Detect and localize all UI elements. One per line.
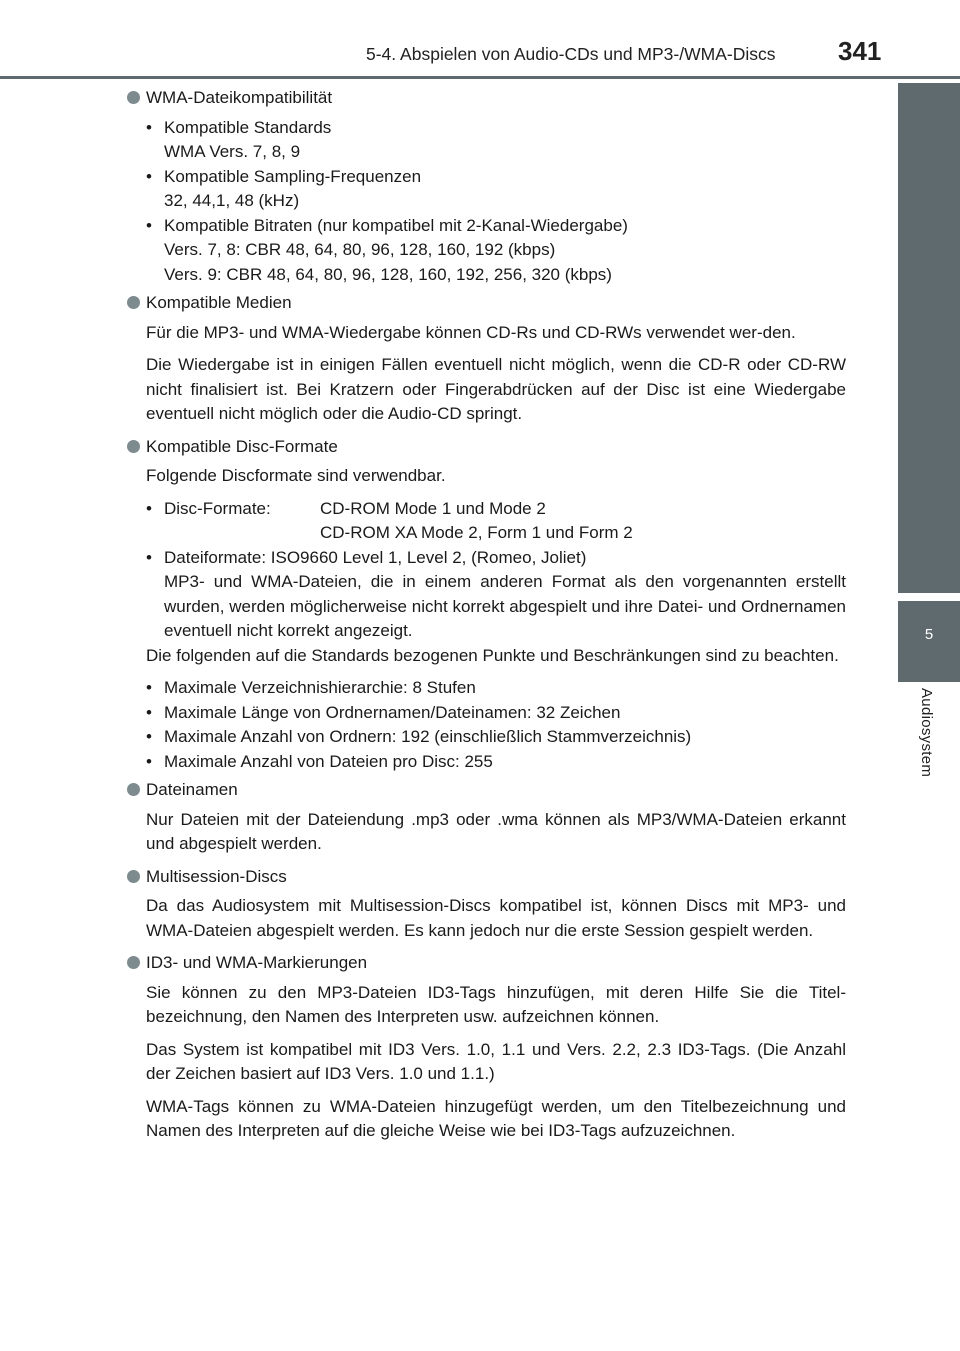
- paragraph: Die Wiedergabe ist in einigen Fällen eventuell nicht möglich, wenn die CD-R oder CD-RW nicht finalisiert ist. Bei Kratzern oder Fingerabdrücken auf der Disc ist eine Wiedergabe eventuell nicht möglich oder die Audio-CD springt.: [146, 355, 846, 423]
- section-id3-wma-tags: [126, 951, 846, 1144]
- section-heading: ID3- und WMA-Markierungen: [126, 951, 846, 976]
- section-compatible-media: [126, 291, 846, 427]
- paragraph: Nur Dateien mit der Dateiendung .mp3 oder .wma können als MP3/WMA-Dateien erkannt und abgespielt werden.: [146, 809, 846, 853]
- list-item: • Maximale Anzahl von Ordnern: 192 (einschließlich Stammverzeichnis): [146, 727, 692, 746]
- list-item: • Maximale Verzeichnishierarchie: 8 Stufen: [146, 678, 476, 697]
- list-item: • Maximale Anzahl von Dateien pro Disc: 255: [146, 751, 493, 771]
- list-item: • Disc-Formate: CD-ROM Mode 1 und Mode 2 CD-ROM XA Mode 2, Form 1 und Form 2: [146, 498, 633, 542]
- paragraph: Folgende Discformate sind verwendbar.: [146, 466, 446, 485]
- chapter-number: 5: [924, 626, 934, 643]
- section-disc-formats: [126, 435, 846, 775]
- side-tab-band: [898, 83, 960, 593]
- list-item: • Kompatible Bitraten (nur kompatibel mit 2-Kanal-Wiedergabe) Vers. 7, 8: CBR 48, 64, 80, 96, 128, 160, 192 (kbps) Vers. 9: CBR 48, 64, 80, 96, 128, 160, 192, 256, 320 (kbps): [146, 215, 628, 284]
- header-rule: [0, 76, 960, 79]
- bullet-dot-icon: [127, 956, 140, 969]
- section-wma-compatibility: [126, 86, 846, 287]
- section-multisession: [126, 865, 846, 944]
- list-item: • Kompatible Standards WMA Vers. 7, 8, 9: [146, 117, 332, 161]
- section-heading: WMA-Dateikompatibilität: [126, 86, 846, 111]
- page-content: [126, 86, 846, 1152]
- paragraph: Da das Audiosystem mit Multisession-Discs kompatibel ist, können Discs mit MP3- und WMA-Dateien abgespielt werden. Es kann jedoch nur die erste Session gespielt werden.: [146, 896, 846, 940]
- bullet-dot-icon: [127, 296, 140, 309]
- limits-list: [146, 676, 846, 774]
- list-item: • Maximale Länge von Ordnernamen/Dateinamen: 32 Zeichen: [146, 702, 621, 722]
- page-number: 341: [838, 36, 882, 66]
- section-file-names: [126, 778, 846, 857]
- wma-spec-list: [146, 116, 846, 288]
- chapter-label: Audiosystem: [918, 688, 935, 778]
- section-heading: Multisession-Discs: [126, 865, 846, 890]
- list-item: • Kompatible Sampling-Frequenzen 32, 44,1, 48 (kHz): [146, 166, 422, 210]
- paragraph: Die folgenden auf die Standards bezogenen Punkte und Beschränkungen sind zu beachten.: [146, 645, 839, 665]
- running-header: 5-4. Abspielen von Audio-CDs und MP3-/WMA-Discs: [366, 44, 776, 64]
- paragraph: Sie können zu den MP3-Dateien ID3-Tags hinzufügen, mit deren Hilfe Sie die Titel-bezeichnung, den Namen des Interpreten usw. aufzeichnen können.: [146, 982, 846, 1026]
- format-list: [146, 497, 846, 644]
- bullet-dot-icon: [127, 440, 140, 453]
- bullet-dot-icon: [127, 870, 140, 883]
- paragraph: Für die MP3- und WMA-Wiedergabe können CD-Rs und CD-RWs verwendet wer-den.: [146, 322, 796, 342]
- paragraph: Das System ist kompatibel mit ID3 Vers. 1.0, 1.1 und Vers. 2.2, 2.3 ID3-Tags. (Die Anzahl der Zeichen basiert auf ID3 Vers. 1.0 und 1.1.): [146, 1039, 846, 1083]
- section-heading: Dateinamen: [126, 778, 846, 803]
- bullet-dot-icon: [127, 91, 140, 104]
- paragraph: WMA-Tags können zu WMA-Dateien hinzugefügt werden, um den Titelbezeichnung und Namen des Interpreten auf die gleiche Weise wie bei ID3-Tags aufzuzeichnen.: [146, 1096, 846, 1140]
- list-item: • Dateiformate: ISO9660 Level 1, Level 2, (Romeo, Joliet) MP3- und WMA-Dateien, die in einem anderen Format als den vorgenannten erstellt wurden, werden möglicherweise nicht korrekt abgespielt und ihre Datei- und Ordnernamen eventuell nicht korrekt angezeigt.: [146, 547, 846, 640]
- bullet-dot-icon: [127, 783, 140, 796]
- section-heading: Kompatible Disc-Formate: [126, 435, 846, 460]
- section-heading: Kompatible Medien: [126, 291, 846, 316]
